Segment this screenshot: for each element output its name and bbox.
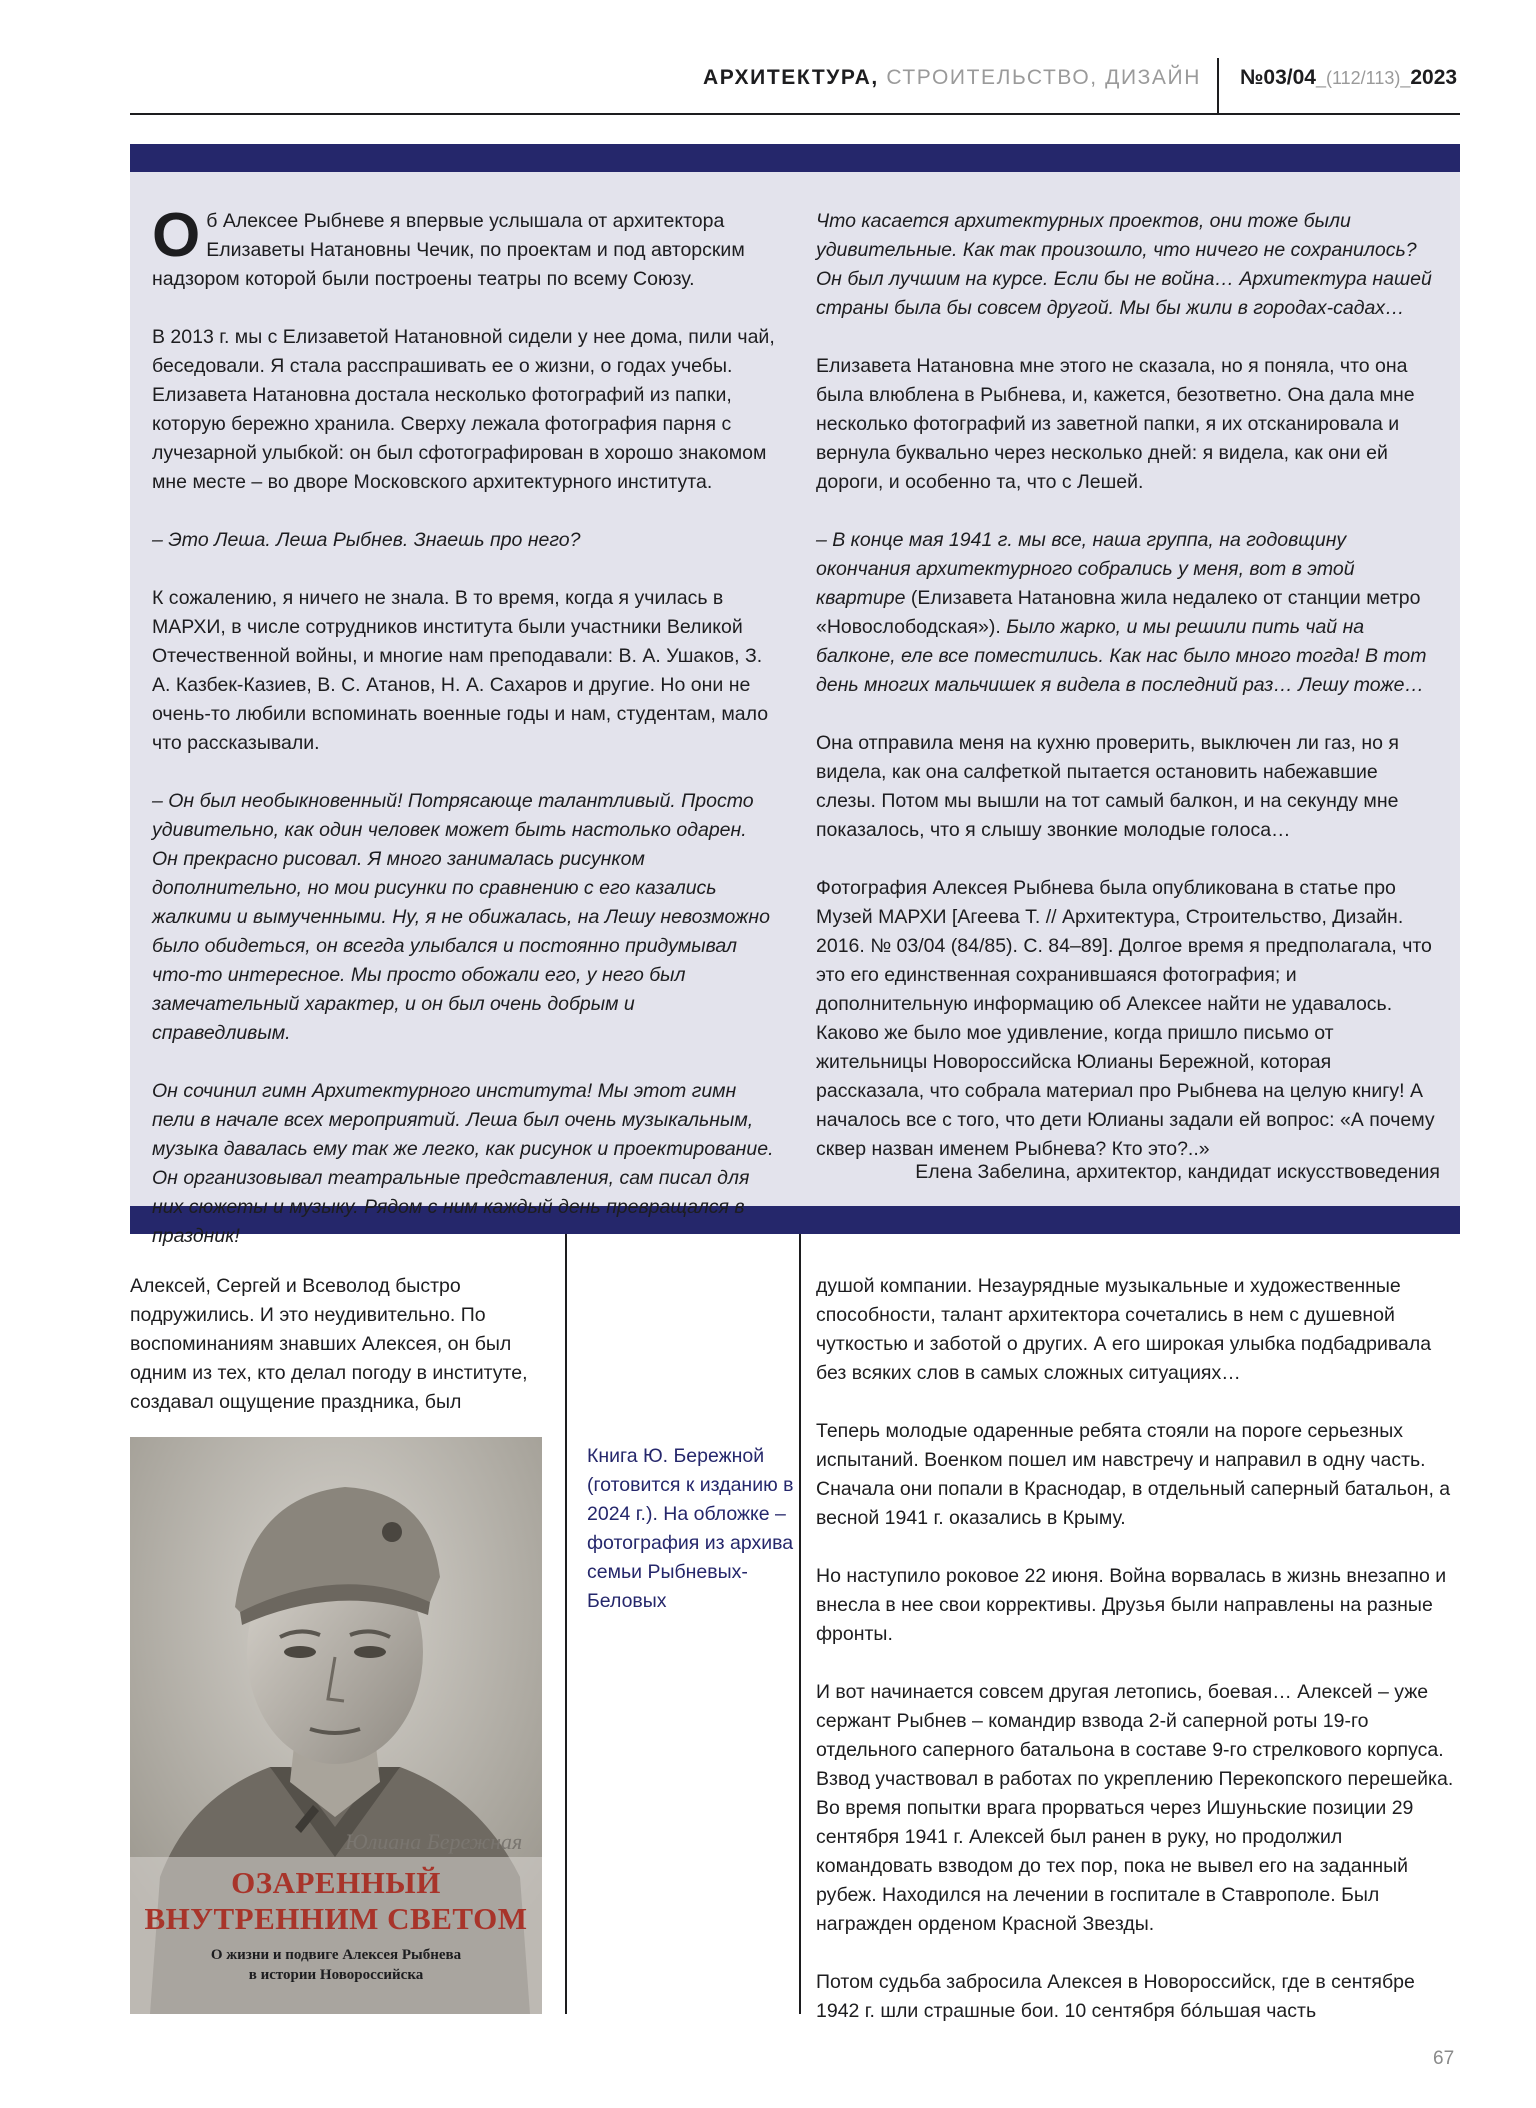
section-title-bold: АРХИТЕКТУРА,: [702, 66, 879, 89]
paragraph-text: б Алексее Рыбневе я впервые услышала от архитектора Елизаветы Натановны Чечик, по проектам и под авторским надзором которой были построены театры по всему Союзу.: [152, 210, 745, 290]
section-title-light: СТРОИТЕЛЬСТВО, ДИЗАЙН: [886, 66, 1201, 89]
article-left-column: [130, 1272, 540, 1446]
box-paragraph: Она отправила меня на кухню проверить, выключен ли газ, но я видела, как она салфеткой пытается остановить набежавшие слезы. Потом мы вышли на тот самый балкон, и на секунду мне показалось, что я слышу звонкие молодые голоса…: [816, 732, 1399, 841]
article-right-column: [816, 1272, 1456, 2055]
book-subtitle-line: О жизни и подвиге Алексея Рыбнева: [210, 1947, 462, 1963]
box-left-column: [152, 201, 777, 1280]
box-paragraph: К сожалению, я ничего не знала. В то время, когда я училась в МАРХИ, в числе сотрудников института были участники Великой Отечественной войны, и многие нам преподавали: В. А. Ушаков, З. А. Казбек-Казиев, В. С. Атанов, Н. А. Сахаров и другие. Но они не очень-то любили вспоминать военные годы и нам, студентам, мало что рассказывали.: [152, 587, 769, 754]
column-divider: [565, 1234, 567, 2014]
book-author: Юлиана Бережная: [345, 1829, 523, 1854]
box-quote: Он сочинил гимн Архитектурного института! Мы этот гимн пели в начале всех мероприятий. Леша был очень музыкальным, музыка давалась ему так же легко, как рисунок и проектирование. Он организовывал театральные представления, сам писал для них сюжеты и музыку. Рядом с ним каждый день превращался в праздник!: [152, 1080, 774, 1247]
box-right-column: [816, 207, 1438, 1193]
article-paragraph: душой компании. Незаурядные музыкальные и художественные способности, талант архитектора сочетались в нем с душевной чуткостью и заботой о других. А его широкая улыбка подбадривала без всяких слов в самых сложных ситуациях…: [816, 1275, 1432, 1384]
book-title-line: ВНУТРЕННИМ СВЕТОМ: [144, 1901, 528, 1936]
box-top-bar: [130, 144, 1460, 172]
issue-number-main: №03/04: [1240, 66, 1316, 89]
page-header: [0, 58, 1536, 118]
quote-part-normal: (Елизавета Натановна жила недалеко от станции метро «Новослободская»).: [816, 587, 1421, 638]
box-quote: – Это Леша. Леша Рыбнев. Знаешь про него?: [152, 529, 581, 551]
box-paragraph: [152, 201, 777, 294]
quote-part-italic: Было жарко, и мы решили пить чай на балконе, еле все поместились. Как нас было много тогда! В тот день многих мальчишек я видела в последний раз… Лешу тоже…: [816, 616, 1427, 696]
article-paragraph: Теперь молодые одаренные ребята стояли на пороге серьезных испытаний. Военком пошел им навстречу и направил в одну часть. Сначала они попали в Краснодар, в отдельный саперный батальон, а весной 1941 г. оказались в Крыму.: [816, 1420, 1451, 1529]
issue-number-sub: _(112/113)_: [1315, 68, 1411, 88]
book-title: [130, 1865, 542, 1937]
book-subtitle-line: в истории Новороссийска: [248, 1967, 424, 1983]
article-paragraph: И вот начинается совсем другая летопись, боевая… Алексей – уже сержант Рыбнев – командир взвода 2-й саперной роты 19-го отдельного саперного батальона в составе 9-го стрелкового корпуса. Взвод участвовал в работах по укреплению Перекопского перешейка. Во время попытки врага прорваться через Ишуньские позиции 29 сентября 1941 г. Алексей был ранен в руку, но продолжил командовать взводом до тех пор, пока не вывел его на заданный рубеж. Находился на лечении в госпитале в Ставрополе. Был награжден орденом Красной Звезды.: [816, 1681, 1454, 1935]
book-title-line: ОЗАРЕННЫЙ: [231, 1865, 441, 1900]
box-mixed-quote: [816, 526, 1438, 700]
box-paragraph: Фотография Алексея Рыбнева была опубликована в статье про Музей МАРХИ [Агеева Т. // Архитектура, Строительство, Дизайн. 2016. № 03/04 (84/85). С. 84–89]. Долгое время я предполагала, что это его единственная сохранившаяся фотография; и дополнительную информацию об Алексее найти не удавалось. Каково же было мое удивление, когда пришло письмо от жительницы Новороссийска Юлианы Бережной, которая рассказала, что собрала материал про Рыбнева на целую книгу! А началось все с того, что дети Юлианы задали ей вопрос: «А почему сквер назван именем Рыбнева? Кто это?..»: [816, 877, 1435, 1160]
box-quote: – Он был необыкновенный! Потрясающе талантливый. Просто удивительно, как один человек может быть настолько одарен. Он прекрасно рисовал. Я много занималась рисунком дополнительно, но мои рисунки по сравнению с его казались жалкими и вымученными. Ну, я не обижалась, на Лешу невозможно было обидеться, он всегда улыбался и постоянно придумывал что-то интересное. Мы просто обожали его, у него был замечательный характер, и он был очень добрым и справедливым.: [152, 790, 770, 1044]
header-rule: [130, 113, 1460, 115]
quote-part-italic: – В конце мая 1941 г. мы все, наша группа, на годовщину окончания архитектурного собрались у меня, вот в этой квартире: [816, 529, 1355, 609]
book-subtitle: [130, 1945, 542, 1985]
column-divider: [799, 1234, 801, 2014]
issue-year: 2023: [1410, 66, 1458, 89]
issue-number: [1240, 66, 1457, 90]
box-quote: Что касается архитектурных проектов, они тоже были удивительные. Как так произошло, что ничего не сохранилось? Он был лучшим на курсе. Если бы не война… Архитектура нашей страны была бы совсем другой. Мы бы жили в городах-садах…: [816, 210, 1432, 319]
article-paragraph: Потом судьба забросила Алексея в Новороссийск, где в сентябре 1942 г. шли страшные бои. 10 сентября бóльшая часть: [816, 1971, 1415, 2022]
image-caption: Книга Ю. Бережной (готовится к изданию в 2024 г.). На обложке – фотография из архива семьи Рыбневых-Беловых: [587, 1445, 794, 1612]
article-paragraph: Но наступило роковое 22 июня. Война ворвалась в жизнь внезапно и внесла в нее свои коррективы. Друзья были направлены на разные фронты.: [816, 1565, 1447, 1645]
book-cover-image: [130, 1437, 542, 2014]
header-divider: [1217, 58, 1219, 114]
page-number: 67: [1433, 2048, 1455, 2069]
author-signature: Елена Забелина, архитектор, кандидат искусствоведения: [915, 1161, 1440, 1183]
magazine-section-title: [703, 66, 1201, 90]
drop-cap: О: [152, 201, 201, 270]
article-paragraph: Алексей, Сергей и Всеволод быстро подружились. И это неудивительно. По воспоминаниям знавших Алексея, он был одним из тех, кто делал погоду в институте, создавал ощущение праздника, был: [130, 1275, 528, 1413]
box-paragraph: В 2013 г. мы с Елизаветой Натановной сидели у нее дома, пили чай, беседовали. Я стала расспрашивать ее о жизни, о годах учебы. Елизавета Натановна достала несколько фотографий из папки, которую бережно хранила. Сверху лежала фотография парня с лучезарной улыбкой: он был сфотографирован в хорошо знакомом мне месте – во дворе Московского архитектурного института.: [152, 326, 775, 493]
box-paragraph: Елизавета Натановна мне этого не сказала, но я поняла, что она была влюблена в Рыбнева, и, кажется, безответно. Она дала мне несколько фотографий из заветной папки, я их отсканировала и вернула буквально через несколько дней: я видела, как они ей дороги, и особенно та, что с Лешей.: [816, 355, 1415, 493]
